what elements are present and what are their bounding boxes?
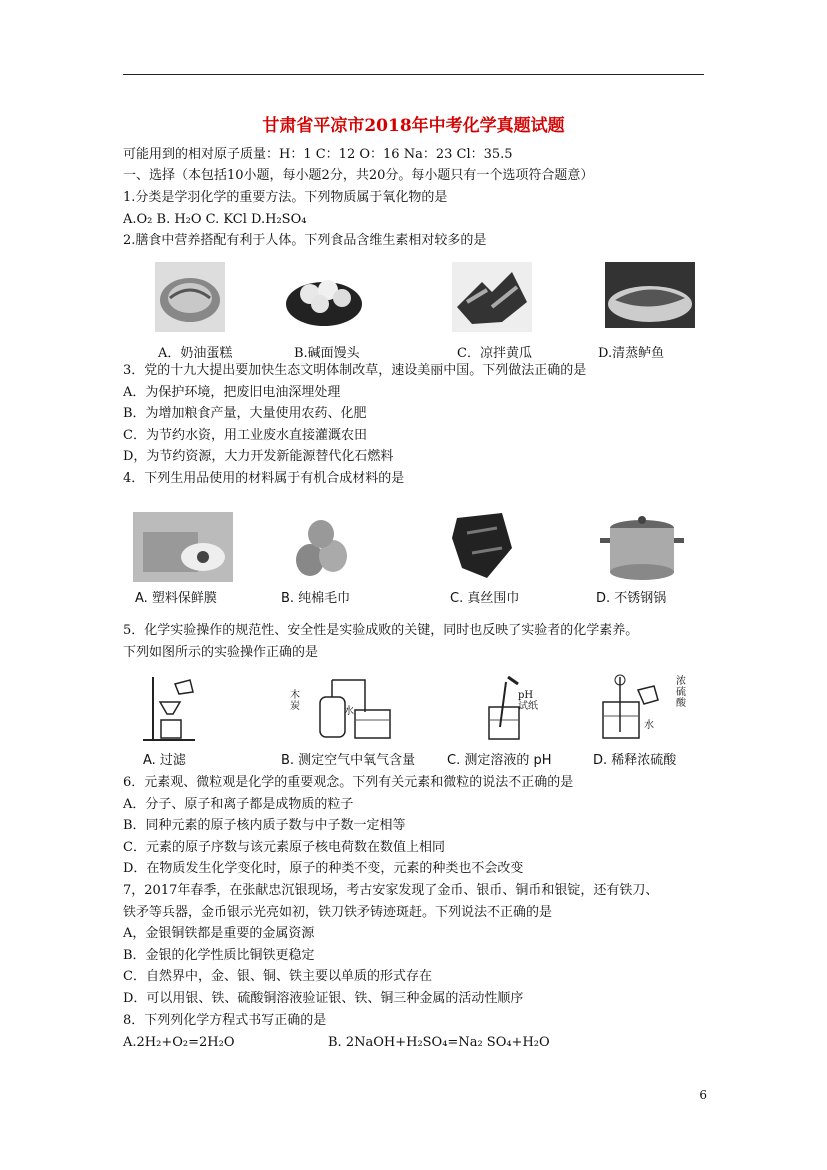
q5-caption-b: B. 测定空气中氧气含量: [281, 753, 416, 768]
filtration-sketch: [135, 672, 205, 744]
q1-stem: 1.分类是学羽化学的重要方法。下列物质属于氧化物的是: [123, 190, 448, 205]
cake-photo: [155, 262, 225, 332]
q1-options: A.O₂ B. H₂O C. KCl D.H₂SO₄: [123, 212, 307, 227]
section-heading: 一、选择（本包括10小题，每小题2分，共20分。每小题只有一个选项符合题意）: [123, 168, 594, 183]
q4-caption-b: B. 纯棉毛巾: [281, 591, 351, 606]
q5-stem-line1: 5．化学实验操作的规范性、安全性是实验成败的关键，同时也反映了实验者的化学素养。: [123, 623, 639, 638]
acid-label: 浓硫酸: [676, 676, 686, 709]
q2-caption-b: B.碱面馒头: [294, 346, 360, 361]
q3-option-b: B．为增加粮食产量，大量使用农药、化肥: [123, 406, 367, 421]
q7-stem-line2: 铁矛等兵器，金币银示光亮如初，铁刀铁矛铸迹斑赶。下列说法不正确的是: [123, 905, 553, 920]
towel-photo: [285, 512, 355, 582]
mantou-photo: [284, 262, 364, 330]
q2-caption-d: D.清蒸鲈鱼: [598, 346, 665, 361]
q2-stem: 2.膳食中营养搭配有利于人体。下列食品含维生素相对较多的是: [123, 233, 487, 248]
q4-caption-c: C. 真丝围巾: [450, 591, 520, 606]
water-label-b: 水: [344, 706, 354, 717]
q2-caption-c: C．凉拌黄瓜: [457, 346, 532, 361]
cucumber-photo: [452, 262, 532, 332]
q6-option-d: D．在物质发生化学变化时，原子的种类不变，元素的种类也不会改变: [123, 861, 524, 876]
q2-caption-a: A．奶油蛋糕: [158, 346, 233, 361]
q7-stem-line1: 7，2017年春季，在张献忠沉银现场，考古安家发现了金币、银币、铜币和银锭，还有铁刀、: [123, 883, 659, 898]
charcoal-label: 木炭: [290, 690, 300, 712]
ph-paper-label: pH试纸: [518, 690, 538, 712]
steel-pot-photo: [600, 512, 685, 584]
q4-caption-a: A. 塑料保鲜膜: [135, 591, 217, 606]
q3-option-d: D，为节约资源，大力开发新能源替代化石燃料: [123, 449, 394, 464]
q3-option-c: C．为节约水资，用工业废水直接灌溉农田: [123, 428, 367, 443]
q7-option-d: D．可以用银、铁、硫酸铜溶液验证银、铁、铜三种金属的活动性顺序: [123, 991, 524, 1006]
plastic-wrap-photo: [133, 512, 233, 582]
q3-stem: 3．党的十九大提出要加快生态文明体制改草，速设美丽中国。下列做法正确的是: [123, 363, 587, 378]
q5-caption-d: D. 稀释浓硫酸: [593, 753, 677, 768]
silk-scarf-photo: [447, 508, 517, 583]
q5-caption-c: C. 测定溶液的 pH: [447, 753, 552, 768]
q7-option-a: A，金银铜铁都是重要的金属资源: [123, 926, 315, 941]
dilution-sketch: [598, 672, 668, 744]
q6-stem: 6．元素观、微粒观是化学的重要观念。下列有关元素和微粒的说法不正确的是: [123, 775, 574, 790]
q7-option-c: C．自然界中，金、银、铜、铁主要以单质的形式存在: [123, 969, 432, 984]
page-number: 6: [699, 1088, 707, 1102]
q8-option-b: B. 2NaOH+H₂SO₄=Na₂ SO₄+H₂O: [328, 1035, 550, 1050]
page-title: 甘肃省平凉市2018年中考化学真题试题: [262, 116, 565, 136]
q6-option-c: C．元素的原子序数与该元素原子核电荷数在数值上相同: [123, 840, 445, 855]
q4-stem: 4．下列生用品使用的材料属于有机合成材料的是: [123, 471, 405, 486]
fish-photo: [605, 262, 695, 328]
q4-caption-d: D. 不锈钢锅: [596, 591, 667, 606]
q8-stem: 8．下列列化学方程式书写正确的是: [123, 1013, 327, 1028]
q5-caption-a: A. 过滤: [143, 753, 186, 768]
atomic-mass-header: 可能用到的相对原子质量：H：1 C：12 O：16 Na：23 Cl：35.5: [123, 147, 513, 162]
q7-option-b: B．金银的化学性质比铜铁更稳定: [123, 948, 315, 963]
q5-stem-line2: 下列如图所示的实验操作正确的是: [123, 645, 319, 660]
q6-option-a: A．分子、原子和离子都是成物质的粒子: [123, 797, 354, 812]
water-label-d: 水: [644, 720, 654, 731]
q6-option-b: B．同种元素的原子核内质子数与中子数一定相等: [123, 818, 406, 833]
header-rule: [123, 74, 704, 75]
q3-option-a: A．为保护环境，把废旧电油深埋处理: [123, 385, 341, 400]
q8-option-a: A.2H₂+O₂=2H₂O: [123, 1035, 235, 1050]
